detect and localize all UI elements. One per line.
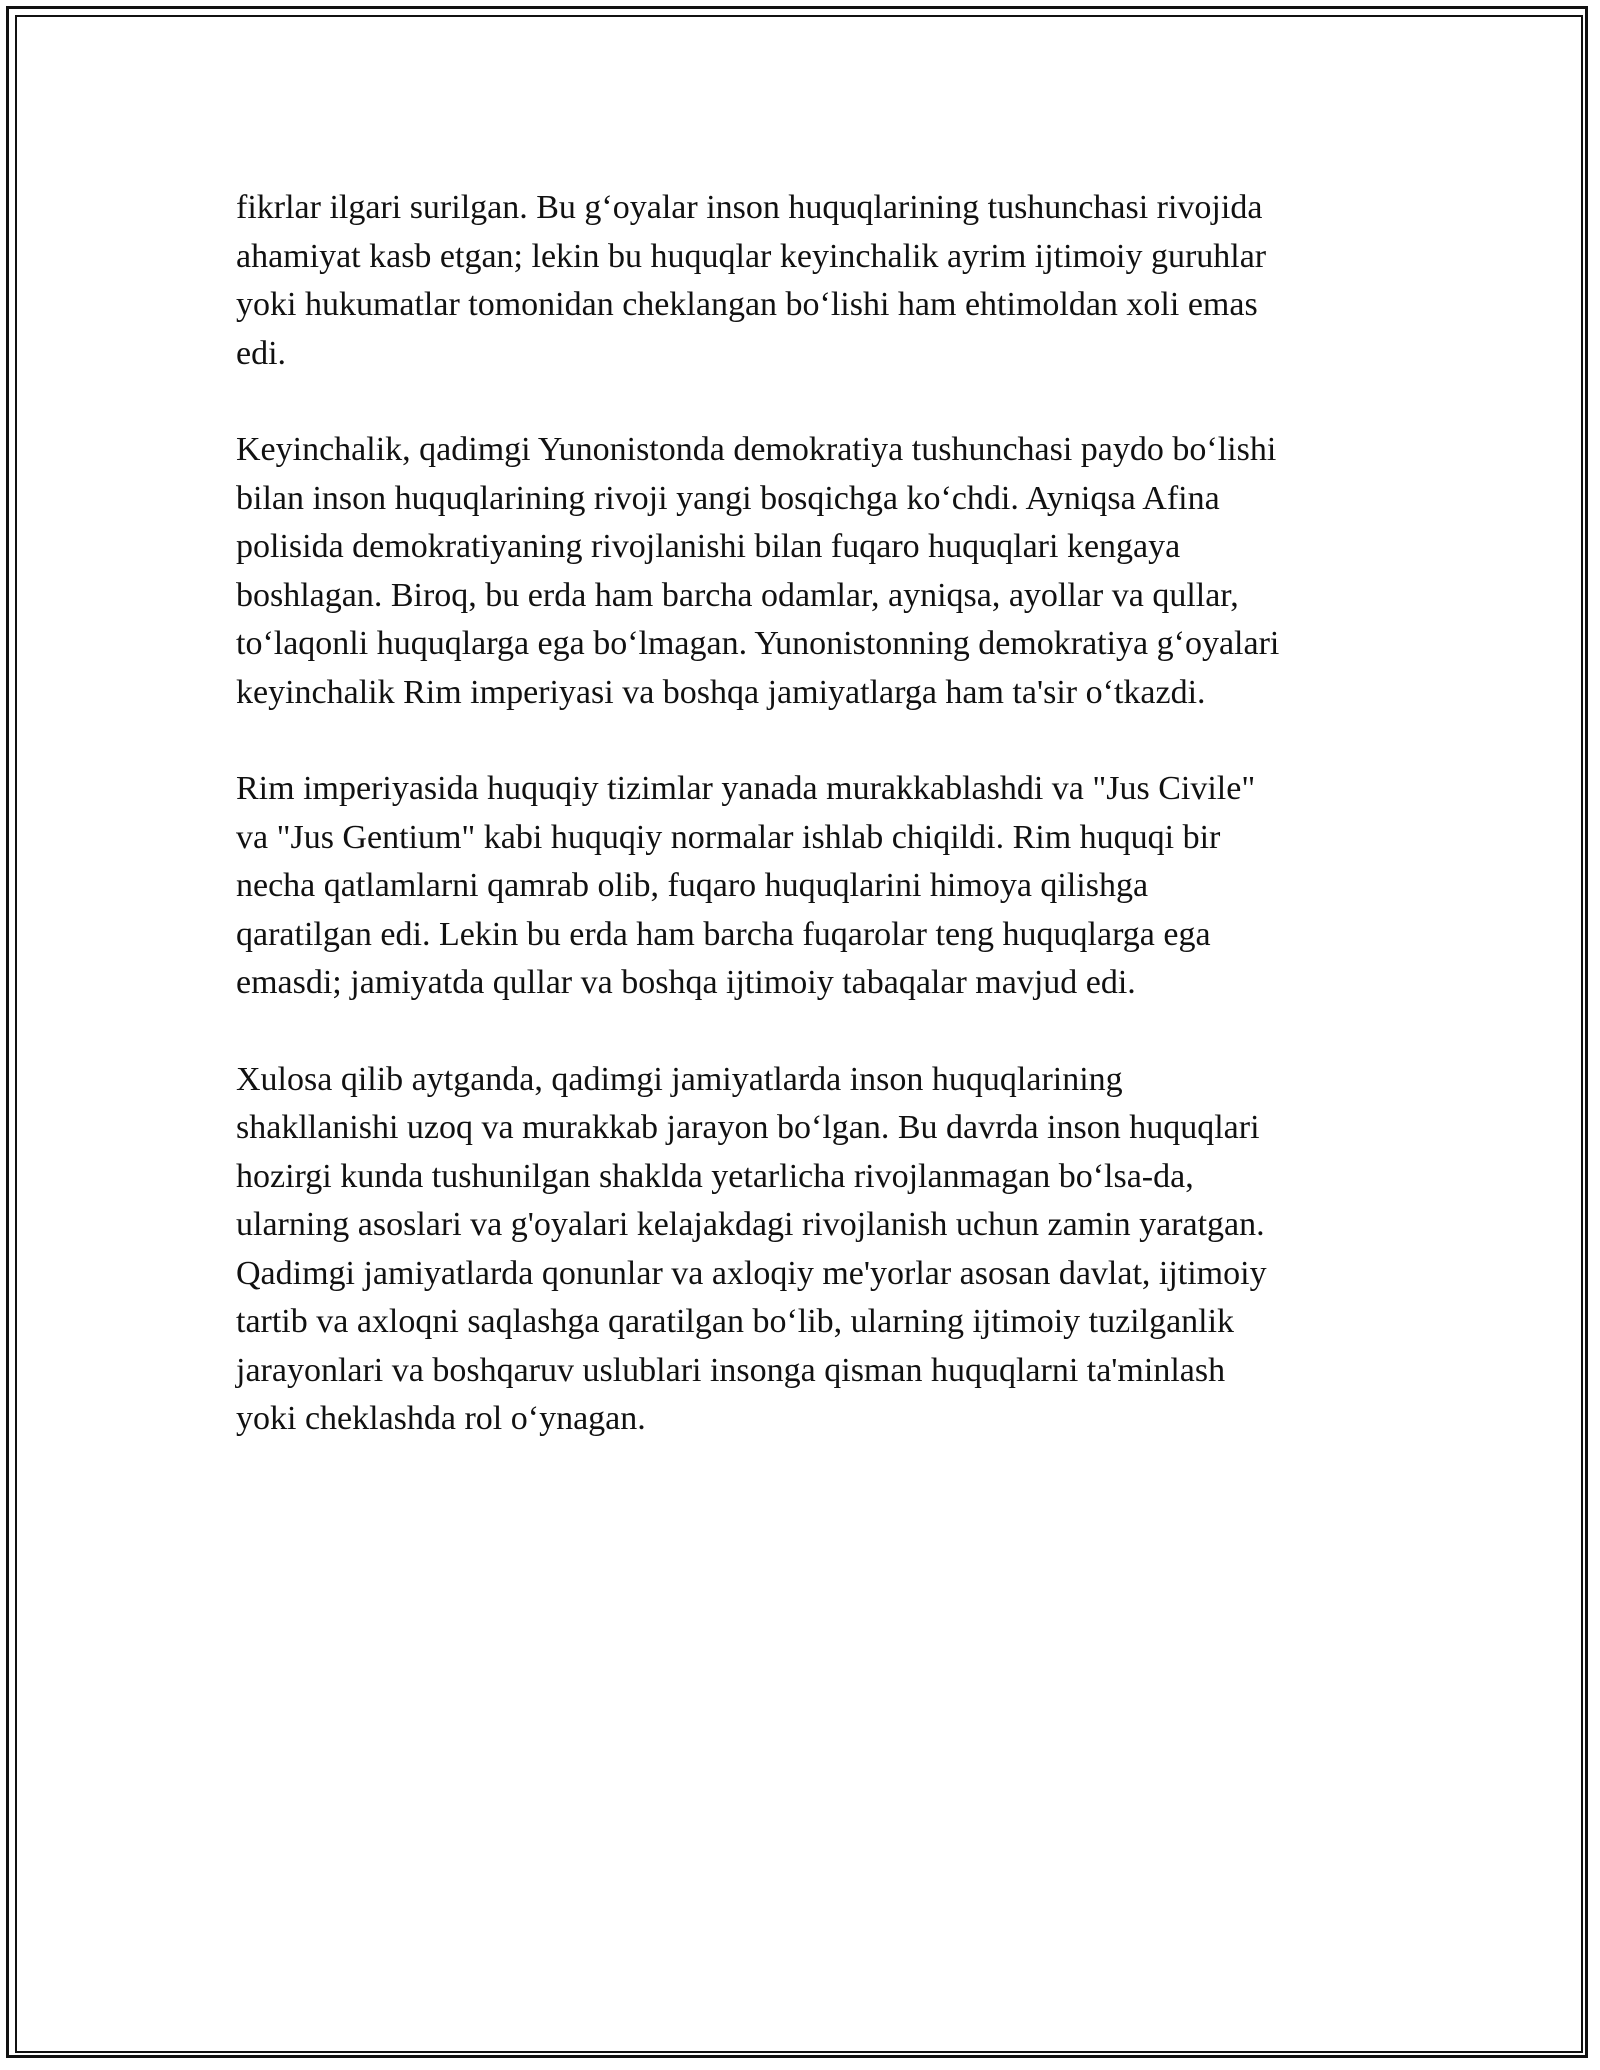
text-line: bilan inson huquqlarining rivoji yangi bosqichga ko‘chdi. Ayniqsa Afina xyxy=(236,479,1220,517)
text-line: yoki cheklashda rol o‘ynagan. xyxy=(236,1400,646,1437)
text-line: Qadimgi jamiyatlarda qonunlar va axloqiy me'yorlar asosan davlat, ijtimoiy xyxy=(236,1254,1267,1292)
paragraph-2 xyxy=(236,426,1366,717)
text-line: yoki hukumatlar tomonidan cheklangan bo‘lishi ham ehtimoldan xoli emas xyxy=(236,286,1258,323)
document-body xyxy=(236,184,1366,1492)
text-line: boshlagan. Biroq, bu erda ham barcha odamlar, ayniqsa, ayollar va qullar, xyxy=(236,576,1239,614)
text-line: polisida demokratiyaning rivojlanishi bilan fuqaro huquqlari kengaya xyxy=(236,528,1181,565)
text-line: Xulosa qilib aytganda, qadimgi jamiyatlarda inson huquqlarining xyxy=(236,1060,1123,1098)
paragraph-1 xyxy=(236,184,1366,378)
text-line: keyinchalik Rim imperiyasi va boshqa jamiyatlarga ham ta'sir o‘tkazdi. xyxy=(236,673,1206,711)
paragraph-3 xyxy=(236,765,1366,1008)
text-line: shakllanishi uzoq va murakkab jarayon bo‘lgan. Bu davrda inson huquqlari xyxy=(236,1109,1260,1146)
text-line: va "Jus Gentium" kabi huquqiy normalar ishlab chiqildi. Rim huquqi bir xyxy=(236,818,1221,856)
text-line: edi. xyxy=(236,334,287,372)
text-line: tartib va axloqni saqlashga qaratilgan bo‘lib, ularning ijtimoiy tuzilganlik xyxy=(236,1303,1235,1340)
text-line: necha qatlamlarni qamrab olib, fuqaro huquqlarini himoya qilishga xyxy=(236,867,1149,904)
paragraph-4 xyxy=(236,1056,1366,1444)
text-line: fikrlar ilgari surilgan. Bu g‘oyalar inson huquqlarining tushunchasi rivojida xyxy=(236,189,1263,226)
text-line: ularning asoslari va g'oyalari kelajakdagi rivojlanish uchun zamin yaratgan. xyxy=(236,1206,1265,1243)
text-line: emasdi; jamiyatda qullar va boshqa ijtimoiy tabaqalar mavjud edi. xyxy=(236,964,1136,1001)
text-line: hozirgi kunda tushunilgan shaklda yetarlicha rivojlanmagan bo‘lsa-da, xyxy=(236,1157,1194,1195)
text-line: to‘laqonli huquqlarga ega bo‘lmagan. Yunonistonning demokratiya g‘oyalari xyxy=(236,625,1280,662)
text-line: Rim imperiyasida huquqiy tizimlar yanada murakkablashdi va "Jus Civile" xyxy=(236,770,1256,807)
text-line: ahamiyat kasb etgan; lekin bu huquqlar keyinchalik ayrim ijtimoiy guruhlar xyxy=(236,237,1267,275)
text-line: jarayonlari va boshqaruv uslublari insonga qisman huquqlarni ta'minlash xyxy=(236,1351,1226,1389)
text-line: Keyinchalik, qadimgi Yunonistonda demokratiya tushunchasi paydo bo‘lishi xyxy=(236,431,1277,468)
text-line: qaratilgan edi. Lekin bu erda ham barcha fuqarolar teng huquqlarga ega xyxy=(236,915,1211,953)
